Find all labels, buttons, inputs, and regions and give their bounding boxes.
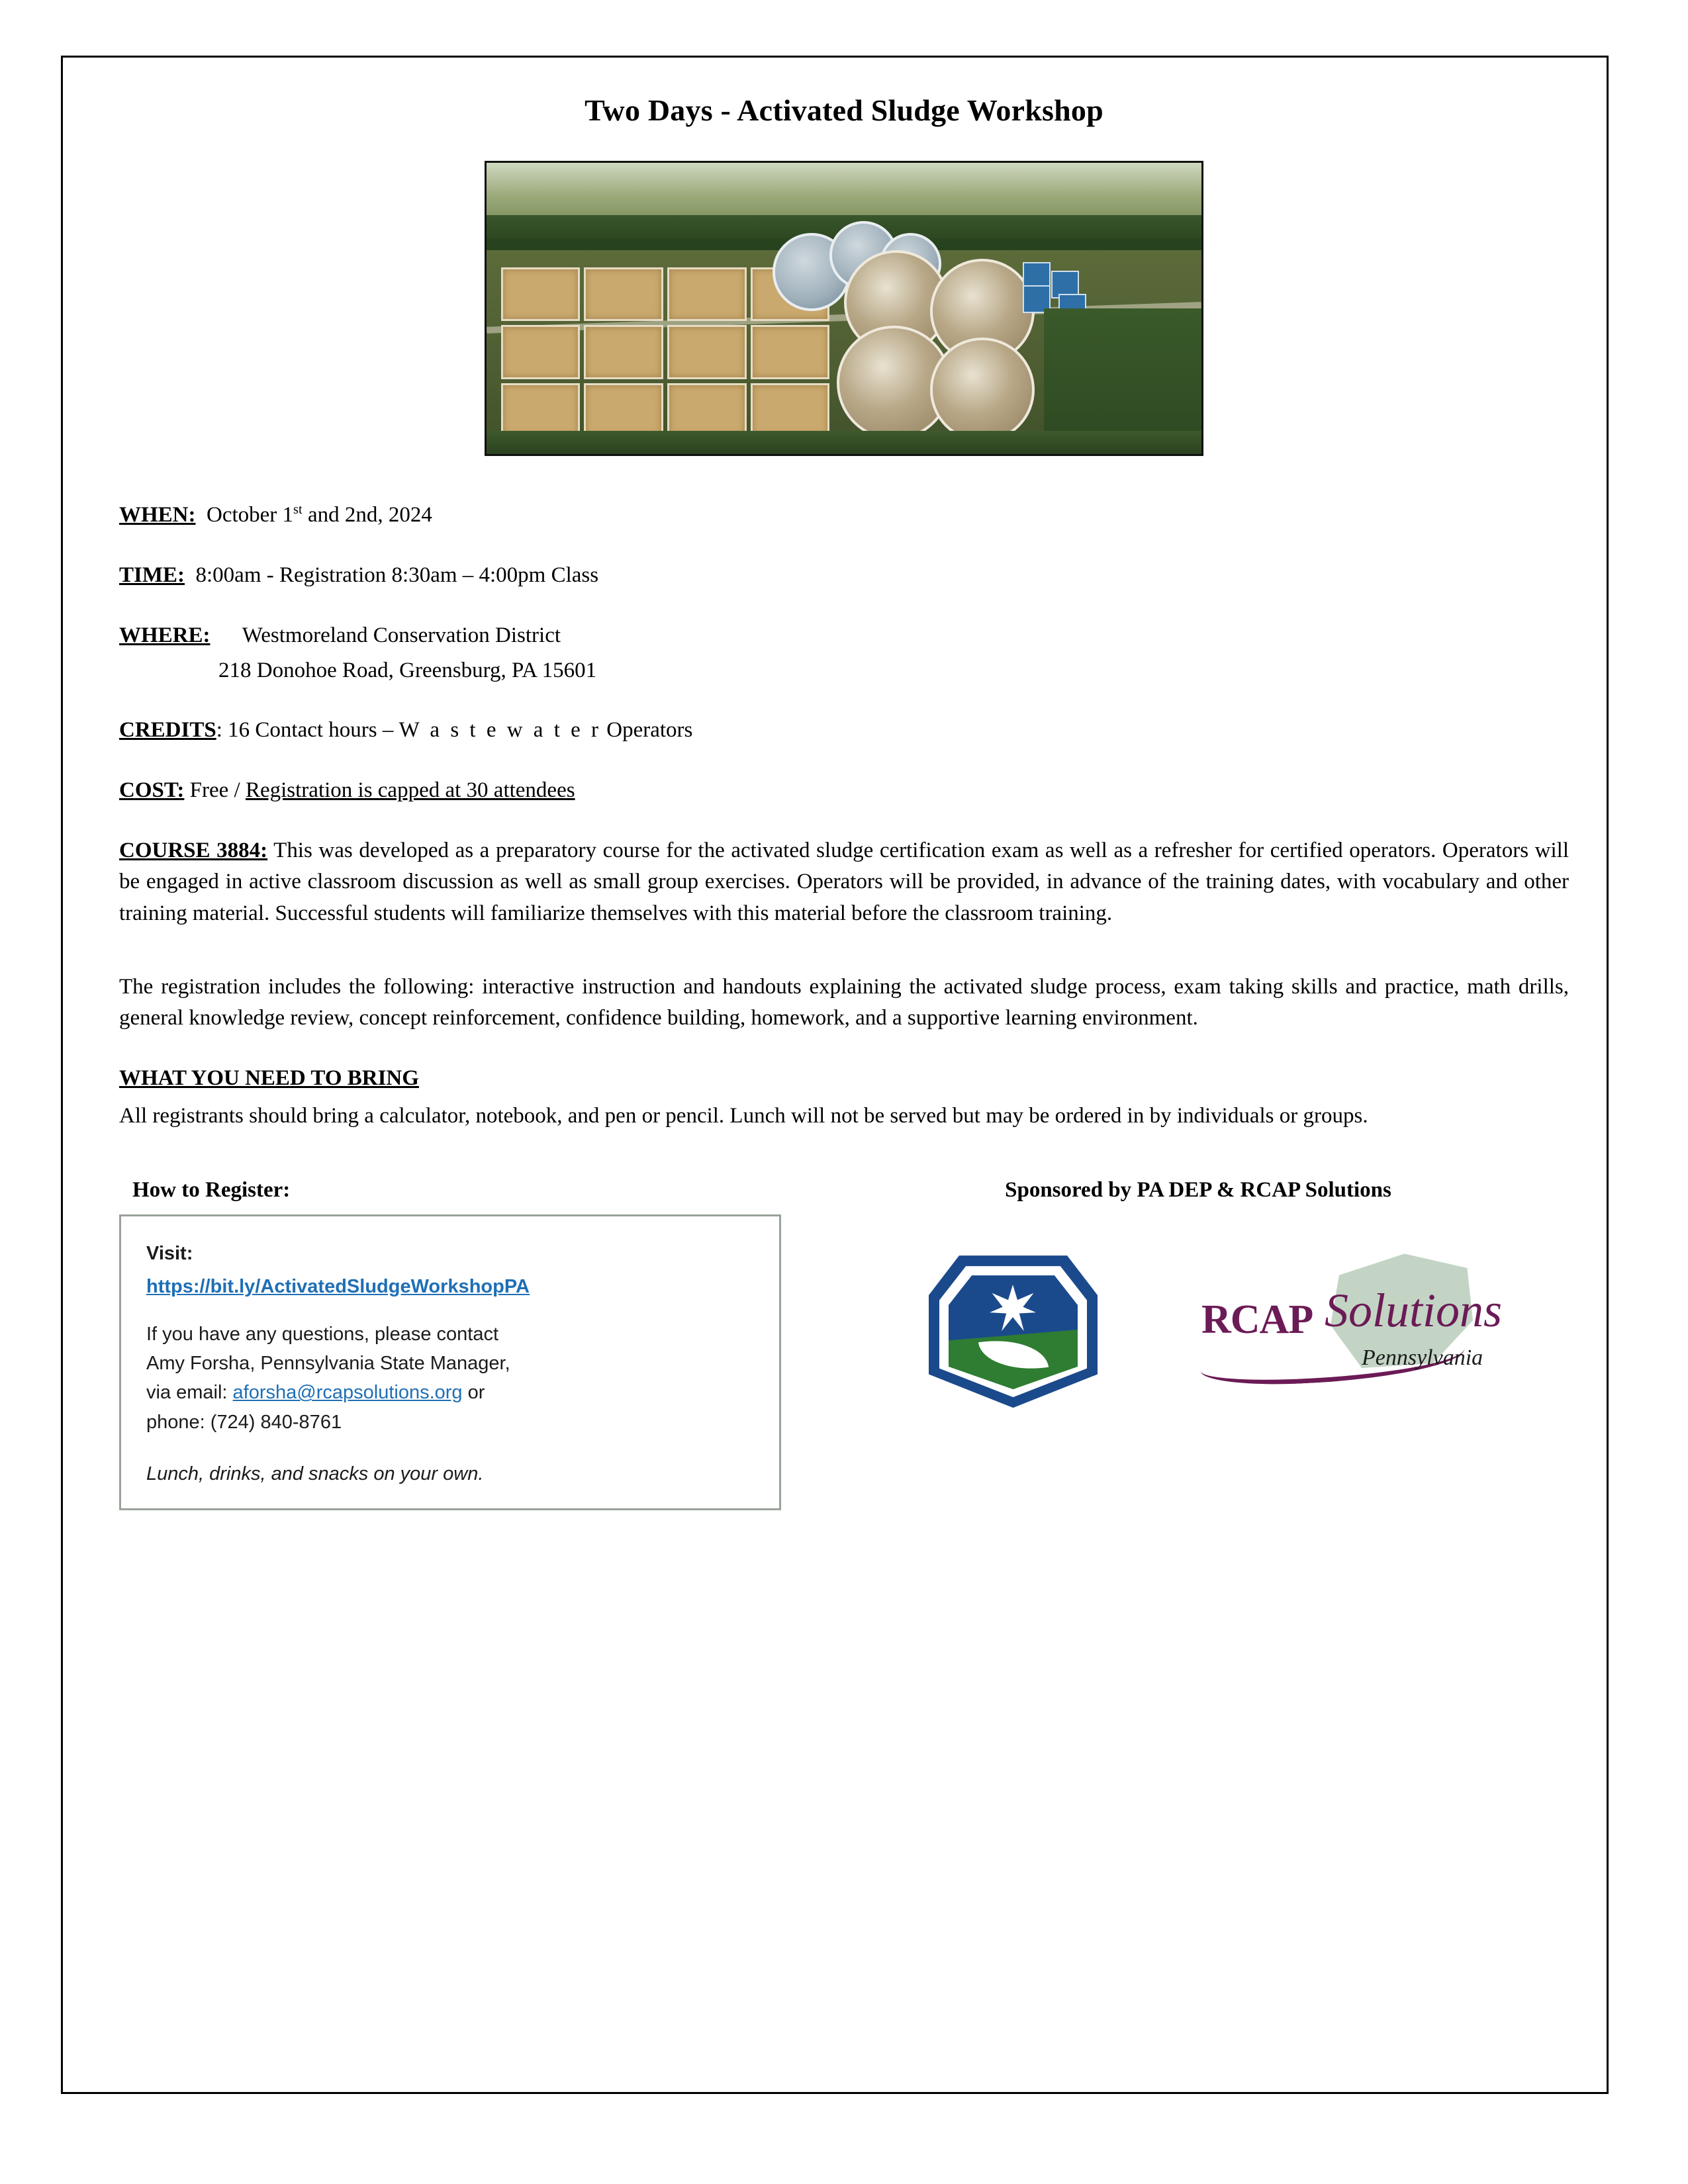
cost-value-underlined: Registration is capped at 30 attendees	[245, 778, 575, 803]
contact-email-link[interactable]: aforsha@rcapsolutions.org	[232, 1382, 463, 1404]
when-value: October 1st and 2nd, 2024	[207, 502, 432, 527]
course-text: This was developed as a preparatory course for the activated sludge certification exam as well as a refresher for certified operators. Operators will be engaged in active classroom discussion as well as small group exercises. Operators will be provided, in advance of the training dates, with vocabulary and other training material. Successful students will familiarize themselves with this material before the classroom training.	[119, 839, 1569, 925]
lunch-note: Lunch, drinks, and snacks on your own.	[146, 1463, 484, 1484]
solutions-wordmark: Solutions	[1325, 1284, 1503, 1338]
credits-label: CREDITS	[119, 718, 216, 743]
cost-value-plain: Free /	[189, 778, 246, 803]
course-paragraph	[119, 835, 1569, 929]
wastewater-plant-image	[485, 161, 1203, 456]
pa-dep-logo	[917, 1255, 1109, 1408]
when-label: WHEN:	[119, 503, 196, 527]
detail-credits	[119, 715, 1569, 746]
registration-includes-paragraph: The registration includes the following: interactive instruction and handouts explaining the activated sludge process, exam taking skills and practice, math drills, general knowledge review, concept reinforcement, confidence building, homework, and a supportive learning environment.	[119, 974, 1569, 1030]
contact-line-3	[146, 1378, 754, 1407]
time-value-text: 8:00am - Registration 8:30am – 4:00pm Class	[195, 563, 599, 587]
where-address: 218 Donohoe Road, Greensburg, PA 15601	[218, 658, 597, 682]
contact-line-1: If you have any questions, please contact	[146, 1324, 499, 1345]
when-ordinal-suffix: st	[293, 502, 303, 517]
detail-where	[119, 620, 1569, 686]
cost-label: COST:	[119, 778, 185, 803]
hero-image-wrap	[119, 161, 1569, 456]
detail-cost	[119, 775, 1569, 806]
credits-value-spaced: W a s t e w a t e r	[399, 718, 602, 743]
registration-box	[119, 1214, 781, 1510]
course-label: COURSE 3884:	[119, 839, 268, 863]
time-value	[190, 563, 195, 587]
sponsor-section	[834, 1178, 1562, 1414]
contact-line-4: phone: (724) 840-8761	[146, 1411, 342, 1433]
rcap-wordmark: RCAP	[1201, 1297, 1313, 1343]
credits-value-post: Operators	[601, 718, 693, 743]
bring-heading: WHAT YOU NEED TO BRING	[119, 1066, 419, 1091]
credits-value-pre: 16 Contact hours –	[228, 718, 399, 743]
contact-line-2: Amy Forsha, Pennsylvania State Manager,	[146, 1353, 510, 1375]
where-value: Westmoreland Conservation District	[242, 623, 561, 647]
bring-text: All registrants should bring a calculator, notebook, and pen or pencil. Lunch will not be served but may be ordered in by individuals or groups.	[119, 1103, 1368, 1128]
detail-when	[119, 500, 1569, 531]
contact-block	[146, 1320, 754, 1436]
sponsor-logos	[834, 1249, 1562, 1414]
where-label: WHERE:	[119, 623, 211, 647]
contact-email-prefix: via email:	[146, 1382, 233, 1404]
pennsylvania-wordmark: Pennsylvania	[1362, 1345, 1483, 1371]
visit-label: Visit:	[146, 1243, 193, 1265]
detail-time	[119, 560, 1569, 591]
how-to-register-heading: How to Register:	[132, 1178, 291, 1203]
lower-section	[119, 1178, 1569, 1641]
contact-email-suffix: or	[462, 1382, 485, 1404]
credits-colon: :	[216, 718, 222, 743]
event-details	[119, 500, 1569, 1132]
rcap-solutions-logo	[1195, 1249, 1503, 1414]
sponsor-heading: Sponsored by PA DEP & RCAP Solutions	[1005, 1178, 1391, 1203]
document-content	[119, 53, 1569, 1641]
time-label: TIME:	[119, 563, 185, 587]
registration-link[interactable]: https://bit.ly/ActivatedSludgeWorkshopPA	[146, 1276, 530, 1298]
page-title: Two Days - Activated Sludge Workshop	[585, 93, 1103, 127]
